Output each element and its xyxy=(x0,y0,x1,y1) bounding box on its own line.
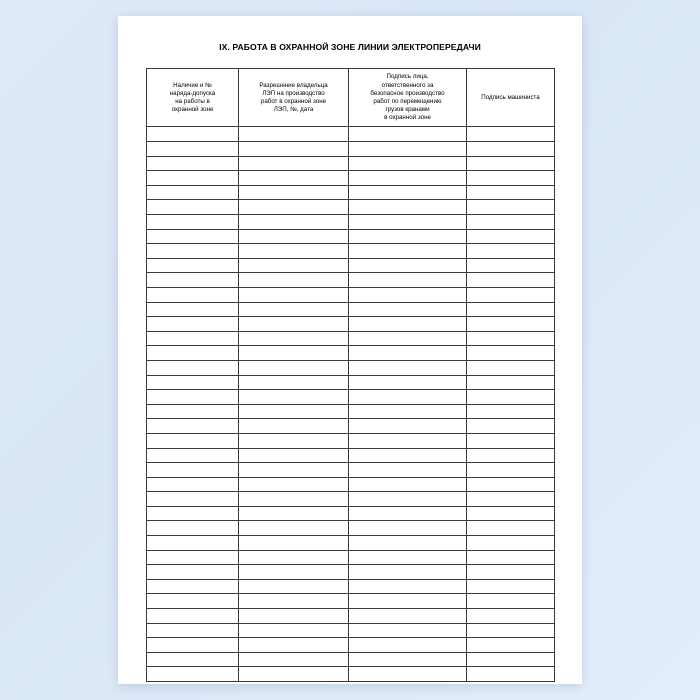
table-row[interactable] xyxy=(147,579,555,594)
table-cell-podpis-mashinista[interactable] xyxy=(467,536,555,551)
table-cell-razreshenie[interactable] xyxy=(239,215,349,230)
table-row[interactable] xyxy=(147,127,555,142)
table-cell-naryad[interactable] xyxy=(147,667,239,682)
table-row[interactable] xyxy=(147,200,555,215)
table-cell-naryad[interactable] xyxy=(147,258,239,273)
table-row[interactable] xyxy=(147,229,555,244)
table-cell-razreshenie[interactable] xyxy=(239,244,349,259)
table-cell-podpis-mashinista[interactable] xyxy=(467,317,555,332)
column-header-line: Разрешение владельца xyxy=(259,81,328,89)
table-cell-naryad[interactable] xyxy=(147,652,239,667)
table-cell-naryad[interactable] xyxy=(147,156,239,171)
table-cell-podpis-lica[interactable] xyxy=(349,127,467,142)
table-cell-podpis-lica[interactable] xyxy=(349,579,467,594)
table-cell-naryad[interactable] xyxy=(147,185,239,200)
table-cell-podpis-mashinista[interactable] xyxy=(467,609,555,624)
column-header-line: ответственного за xyxy=(381,81,434,89)
table-cell-razreshenie[interactable] xyxy=(239,156,349,171)
table-cell-podpis-lica[interactable] xyxy=(349,550,467,565)
table-cell-naryad[interactable] xyxy=(147,433,239,448)
table-row[interactable] xyxy=(147,302,555,317)
table-cell-naryad[interactable] xyxy=(147,390,239,405)
column-header-naryad xyxy=(147,69,239,127)
table-cell-razreshenie[interactable] xyxy=(239,142,349,157)
column-header-line: Подпись лица, xyxy=(386,73,429,81)
table-cell-razreshenie[interactable] xyxy=(239,652,349,667)
table-cell-podpis-lica[interactable] xyxy=(349,536,467,551)
table-cell-podpis-lica[interactable] xyxy=(349,506,467,521)
column-header-podpis-mashinista xyxy=(467,69,555,127)
table-cell-podpis-mashinista[interactable] xyxy=(467,360,555,375)
table-cell-razreshenie[interactable] xyxy=(239,521,349,536)
table-cell-podpis-lica[interactable] xyxy=(349,185,467,200)
table-cell-podpis-mashinista[interactable] xyxy=(467,652,555,667)
table-cell-razreshenie[interactable] xyxy=(239,185,349,200)
table-cell-podpis-lica[interactable] xyxy=(349,171,467,186)
table-cell-razreshenie[interactable] xyxy=(239,346,349,361)
table-cell-naryad[interactable] xyxy=(147,463,239,478)
column-header-line: на работы в xyxy=(175,97,210,105)
table-cell-podpis-lica[interactable] xyxy=(349,244,467,259)
table-cell-razreshenie[interactable] xyxy=(239,623,349,638)
table-cell-podpis-mashinista[interactable] xyxy=(467,506,555,521)
page-title: IX. РАБОТА В ОХРАННОЙ ЗОНЕ ЛИНИИ ЭЛЕКТРОПЕРЕДАЧИ xyxy=(219,42,481,52)
table-cell-naryad[interactable] xyxy=(147,171,239,186)
table-cell-podpis-lica[interactable] xyxy=(349,638,467,653)
table-cell-naryad[interactable] xyxy=(147,623,239,638)
table-cell-podpis-mashinista[interactable] xyxy=(467,200,555,215)
table-cell-naryad[interactable] xyxy=(147,375,239,390)
table-cell-podpis-lica[interactable] xyxy=(349,200,467,215)
table-row[interactable] xyxy=(147,448,555,463)
table-cell-naryad[interactable] xyxy=(147,550,239,565)
column-header-line: охранной зоне xyxy=(171,106,214,114)
table-row[interactable] xyxy=(147,565,555,580)
table-cell-razreshenie[interactable] xyxy=(239,579,349,594)
table-cell-naryad[interactable] xyxy=(147,579,239,594)
table-cell-naryad[interactable] xyxy=(147,302,239,317)
table-cell-podpis-lica[interactable] xyxy=(349,258,467,273)
table-cell-podpis-mashinista[interactable] xyxy=(467,550,555,565)
table-cell-razreshenie[interactable] xyxy=(239,667,349,682)
table-cell-razreshenie[interactable] xyxy=(239,404,349,419)
table-row[interactable] xyxy=(147,375,555,390)
table-cell-podpis-lica[interactable] xyxy=(349,652,467,667)
table-cell-podpis-mashinista[interactable] xyxy=(467,433,555,448)
table-cell-naryad[interactable] xyxy=(147,536,239,551)
table-cell-podpis-lica[interactable] xyxy=(349,360,467,375)
table-row[interactable] xyxy=(147,652,555,667)
table-cell-razreshenie[interactable] xyxy=(239,477,349,492)
table-row[interactable] xyxy=(147,360,555,375)
table-cell-naryad[interactable] xyxy=(147,346,239,361)
table-cell-razreshenie[interactable] xyxy=(239,492,349,507)
table-cell-naryad[interactable] xyxy=(147,244,239,259)
column-header-line: Подпись машиниста xyxy=(481,93,540,101)
table-cell-naryad[interactable] xyxy=(147,521,239,536)
table-cell-podpis-mashinista[interactable] xyxy=(467,492,555,507)
table-cell-naryad[interactable] xyxy=(147,229,239,244)
table-row[interactable] xyxy=(147,156,555,171)
table-row[interactable] xyxy=(147,667,555,682)
table-cell-podpis-mashinista[interactable] xyxy=(467,521,555,536)
table-cell-naryad[interactable] xyxy=(147,142,239,157)
table-cell-podpis-mashinista[interactable] xyxy=(467,127,555,142)
table-cell-podpis-lica[interactable] xyxy=(349,565,467,580)
table-cell-podpis-mashinista[interactable] xyxy=(467,594,555,609)
table-cell-naryad[interactable] xyxy=(147,492,239,507)
table-cell-podpis-lica[interactable] xyxy=(349,404,467,419)
table-cell-razreshenie[interactable] xyxy=(239,171,349,186)
table-cell-naryad[interactable] xyxy=(147,594,239,609)
table-cell-podpis-lica[interactable] xyxy=(349,609,467,624)
table-row[interactable] xyxy=(147,477,555,492)
table-cell-razreshenie[interactable] xyxy=(239,448,349,463)
table-cell-podpis-lica[interactable] xyxy=(349,229,467,244)
page-content xyxy=(146,42,554,682)
table-cell-podpis-mashinista[interactable] xyxy=(467,331,555,346)
table-cell-podpis-lica[interactable] xyxy=(349,419,467,434)
table-cell-razreshenie[interactable] xyxy=(239,419,349,434)
column-header-line: наряда-допуска xyxy=(169,89,216,97)
table-row[interactable] xyxy=(147,433,555,448)
table-row[interactable] xyxy=(147,273,555,288)
table-cell-naryad[interactable] xyxy=(147,317,239,332)
table-body xyxy=(147,127,555,682)
table-cell-podpis-lica[interactable] xyxy=(349,287,467,302)
table-cell-naryad[interactable] xyxy=(147,477,239,492)
column-header-line: безопасное производство xyxy=(370,89,445,97)
document-page xyxy=(118,16,582,684)
table-cell-razreshenie[interactable] xyxy=(239,229,349,244)
table-cell-podpis-lica[interactable] xyxy=(349,156,467,171)
table-row[interactable] xyxy=(147,550,555,565)
table-cell-podpis-lica[interactable] xyxy=(349,317,467,332)
table-cell-naryad[interactable] xyxy=(147,404,239,419)
table-cell-podpis-lica[interactable] xyxy=(349,215,467,230)
table-row[interactable] xyxy=(147,623,555,638)
table-row[interactable] xyxy=(147,215,555,230)
table-cell-podpis-mashinista[interactable] xyxy=(467,565,555,580)
table-cell-podpis-lica[interactable] xyxy=(349,448,467,463)
column-header-line: работ в охранной зоне xyxy=(260,97,327,105)
table-cell-podpis-mashinista[interactable] xyxy=(467,623,555,638)
table-row[interactable] xyxy=(147,142,555,157)
table-cell-razreshenie[interactable] xyxy=(239,375,349,390)
table-cell-podpis-mashinista[interactable] xyxy=(467,258,555,273)
table-row[interactable] xyxy=(147,536,555,551)
table-cell-naryad[interactable] xyxy=(147,200,239,215)
table-cell-naryad[interactable] xyxy=(147,127,239,142)
table-row[interactable] xyxy=(147,404,555,419)
column-header-line: работ по перемещению xyxy=(373,97,442,105)
table-cell-podpis-lica[interactable] xyxy=(349,375,467,390)
table-cell-razreshenie[interactable] xyxy=(239,127,349,142)
table-cell-razreshenie[interactable] xyxy=(239,565,349,580)
table-row[interactable] xyxy=(147,287,555,302)
table-row[interactable] xyxy=(147,317,555,332)
table-cell-razreshenie[interactable] xyxy=(239,317,349,332)
table-cell-naryad[interactable] xyxy=(147,419,239,434)
table-cell-podpis-lica[interactable] xyxy=(349,390,467,405)
table-cell-podpis-lica[interactable] xyxy=(349,142,467,157)
table-row[interactable] xyxy=(147,244,555,259)
column-header-podpis-lica xyxy=(349,69,467,127)
table-cell-podpis-mashinista[interactable] xyxy=(467,185,555,200)
table-cell-podpis-mashinista[interactable] xyxy=(467,419,555,434)
table-row[interactable] xyxy=(147,609,555,624)
table-cell-podpis-mashinista[interactable] xyxy=(467,477,555,492)
table-row[interactable] xyxy=(147,331,555,346)
column-header-line: ЛЭП, №, дата xyxy=(273,106,314,114)
table-cell-podpis-mashinista[interactable] xyxy=(467,346,555,361)
column-header-line: Наличие и № xyxy=(173,81,212,89)
table-row[interactable] xyxy=(147,185,555,200)
table-row[interactable] xyxy=(147,390,555,405)
table-cell-podpis-lica[interactable] xyxy=(349,594,467,609)
table-cell-naryad[interactable] xyxy=(147,506,239,521)
table-cell-razreshenie[interactable] xyxy=(239,506,349,521)
table-cell-podpis-mashinista[interactable] xyxy=(467,156,555,171)
table-cell-razreshenie[interactable] xyxy=(239,200,349,215)
table-cell-razreshenie[interactable] xyxy=(239,463,349,478)
table-cell-podpis-lica[interactable] xyxy=(349,331,467,346)
table-row[interactable] xyxy=(147,594,555,609)
table-cell-podpis-mashinista[interactable] xyxy=(467,302,555,317)
table-cell-podpis-mashinista[interactable] xyxy=(467,273,555,288)
table-cell-podpis-lica[interactable] xyxy=(349,273,467,288)
table-header-row xyxy=(147,69,555,127)
table-cell-naryad[interactable] xyxy=(147,287,239,302)
table-cell-razreshenie[interactable] xyxy=(239,302,349,317)
column-header-line: грузов кранами xyxy=(385,106,430,114)
table-cell-naryad[interactable] xyxy=(147,273,239,288)
table-cell-razreshenie[interactable] xyxy=(239,273,349,288)
table-cell-podpis-mashinista[interactable] xyxy=(467,667,555,682)
table-cell-naryad[interactable] xyxy=(147,215,239,230)
table-cell-razreshenie[interactable] xyxy=(239,287,349,302)
registration-table xyxy=(146,68,555,682)
table-cell-podpis-mashinista[interactable] xyxy=(467,638,555,653)
table-cell-naryad[interactable] xyxy=(147,609,239,624)
table-cell-podpis-mashinista[interactable] xyxy=(467,229,555,244)
table-cell-naryad[interactable] xyxy=(147,638,239,653)
column-header-line: ЛЭП на производство xyxy=(262,89,325,97)
table-cell-podpis-mashinista[interactable] xyxy=(467,287,555,302)
table-cell-podpis-mashinista[interactable] xyxy=(467,390,555,405)
table-cell-podpis-lica[interactable] xyxy=(349,346,467,361)
table-cell-podpis-lica[interactable] xyxy=(349,667,467,682)
table-row[interactable] xyxy=(147,346,555,361)
table-cell-naryad[interactable] xyxy=(147,331,239,346)
table-cell-razreshenie[interactable] xyxy=(239,390,349,405)
column-header-line: в охранной зоне xyxy=(384,114,431,122)
table-cell-podpis-mashinista[interactable] xyxy=(467,142,555,157)
table-cell-razreshenie[interactable] xyxy=(239,550,349,565)
table-row[interactable] xyxy=(147,521,555,536)
table-cell-naryad[interactable] xyxy=(147,565,239,580)
table-cell-razreshenie[interactable] xyxy=(239,331,349,346)
table-cell-naryad[interactable] xyxy=(147,448,239,463)
column-header-razreshenie xyxy=(239,69,349,127)
table-row[interactable] xyxy=(147,506,555,521)
table-cell-razreshenie[interactable] xyxy=(239,360,349,375)
table-cell-podpis-lica[interactable] xyxy=(349,492,467,507)
table-cell-podpis-lica[interactable] xyxy=(349,463,467,478)
table-row[interactable] xyxy=(147,171,555,186)
table-row[interactable] xyxy=(147,419,555,434)
table-cell-podpis-lica[interactable] xyxy=(349,302,467,317)
table-cell-razreshenie[interactable] xyxy=(239,433,349,448)
table-cell-podpis-mashinista[interactable] xyxy=(467,404,555,419)
table-cell-podpis-lica[interactable] xyxy=(349,623,467,638)
table-row[interactable] xyxy=(147,463,555,478)
table-row[interactable] xyxy=(147,638,555,653)
table-cell-podpis-mashinista[interactable] xyxy=(467,375,555,390)
table-cell-podpis-lica[interactable] xyxy=(349,521,467,536)
table-cell-razreshenie[interactable] xyxy=(239,536,349,551)
table-cell-podpis-mashinista[interactable] xyxy=(467,463,555,478)
table-row[interactable] xyxy=(147,492,555,507)
table-cell-razreshenie[interactable] xyxy=(239,609,349,624)
table-cell-naryad[interactable] xyxy=(147,360,239,375)
table-cell-podpis-mashinista[interactable] xyxy=(467,579,555,594)
table-cell-podpis-mashinista[interactable] xyxy=(467,244,555,259)
table-row[interactable] xyxy=(147,258,555,273)
table-cell-podpis-lica[interactable] xyxy=(349,477,467,492)
table-cell-podpis-mashinista[interactable] xyxy=(467,215,555,230)
table-cell-podpis-mashinista[interactable] xyxy=(467,171,555,186)
table-cell-podpis-lica[interactable] xyxy=(349,433,467,448)
table-cell-podpis-mashinista[interactable] xyxy=(467,448,555,463)
table-cell-razreshenie[interactable] xyxy=(239,594,349,609)
table-cell-razreshenie[interactable] xyxy=(239,638,349,653)
table-cell-razreshenie[interactable] xyxy=(239,258,349,273)
table-header xyxy=(147,69,555,127)
